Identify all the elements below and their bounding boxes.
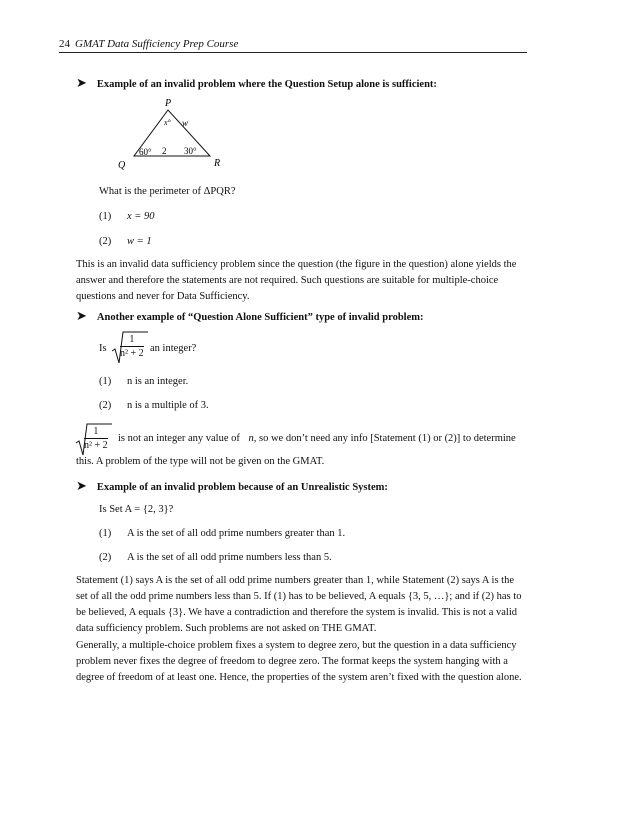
- s2-statement1-text: n is an integer.: [127, 376, 189, 387]
- angle-q-label: 60°: [139, 147, 152, 157]
- section2-explanation-line2: this. A problem of the type will not be given on the GMAT.: [76, 456, 325, 467]
- section2-fraction: [120, 333, 144, 360]
- s2-statement1-number: (1): [99, 376, 112, 387]
- vertex-q-label: Q: [118, 160, 126, 171]
- text-line: Generally, a multiple-choice problem fixes a system to degree zero, but the question in a data sufficiency: [76, 640, 517, 651]
- section3-explanation-1: [76, 573, 546, 637]
- side-length-label: 2: [162, 146, 167, 156]
- text-line: set of all the odd prime numbers less than 5. If (1) has to be believed, A equals {3, 5, …}; and if (2) has to: [76, 591, 522, 602]
- section1-heading-row: [76, 74, 437, 93]
- text-line: degree of freedom of at least one. Hence, the properties of the system aren’t fixed with the question alone.: [76, 672, 522, 683]
- section2-inline-fraction: [84, 425, 108, 452]
- text-span: , so we don’t need any info [Statement (1) or (2)] to determine: [253, 433, 516, 444]
- running-title: GMAT Data Sufficiency Prep Course: [75, 38, 239, 50]
- section3-question: Is Set A = {2, 3}?: [99, 504, 174, 515]
- fraction-numerator: 1: [84, 425, 108, 439]
- arrow-bullet-icon: ➤: [76, 308, 87, 323]
- section2-heading: Another example of “Question Alone Sufficient” type of invalid problem:: [96, 312, 424, 323]
- s1-statement1-text: x = 90: [127, 211, 155, 222]
- side-w-label: w: [182, 118, 189, 128]
- s1-statement2-text: w = 1: [127, 236, 152, 247]
- s3-statement2-text: A is the set of all odd prime numbers less than 5.: [127, 552, 332, 563]
- s1-statement2-number: (2): [99, 236, 112, 247]
- text-line: problem never fixes the degree of freedom to degree zero. The format keeps the system hanging with a: [76, 656, 508, 667]
- angle-r-label: 30°: [184, 146, 197, 156]
- vertex-p-label: P: [165, 98, 172, 109]
- page-header: [59, 38, 527, 53]
- angle-x-label: x°: [164, 118, 171, 127]
- text-line: data sufficiency problem. Such problems are not asked on THE GMAT.: [76, 623, 377, 634]
- section2-integer-text: an integer?: [150, 343, 197, 354]
- section1-explanation: [76, 257, 536, 305]
- text-line: Statement (1) says A is the set of all odd prime numbers greater than 1, while Statement (2) says A is the: [76, 575, 514, 586]
- fraction-denominator: n² + 2: [120, 348, 144, 359]
- text-line: questions and never for Data Sufficiency.: [76, 291, 250, 302]
- text-line: be believed, A equals {3}. We have a contradiction and therefore the system is invalid. This is not a valid: [76, 607, 517, 618]
- section2-explanation-line1: [118, 431, 516, 447]
- arrow-bullet-icon: ➤: [76, 75, 87, 90]
- s1-statement1-number: (1): [99, 211, 112, 222]
- section3-heading-row: [76, 477, 388, 496]
- section2-heading-row: [76, 307, 423, 326]
- section3-heading: Example of an invalid problem because of an Unrealistic System:: [96, 482, 388, 493]
- page-number: 24: [59, 38, 70, 50]
- text-line: answer and therefore the statements are not required. Such questions are suitable for multiple-choice: [76, 275, 499, 286]
- s3-statement1-number: (1): [99, 528, 112, 539]
- fraction-numerator: 1: [120, 333, 144, 347]
- arrow-bullet-icon: ➤: [76, 478, 87, 493]
- s2-statement2-number: (2): [99, 400, 112, 411]
- text-line: This is an invalid data sufficiency problem since the question (the figure in the question) alone yields the: [76, 259, 517, 270]
- section2-is-label: Is: [99, 343, 107, 354]
- section1-heading: Example of an invalid problem where the Question Setup alone is sufficient:: [96, 79, 437, 90]
- section3-explanation-2: [76, 638, 546, 686]
- text-span: is not an integer any value of: [118, 433, 240, 444]
- fraction-denominator: n² + 2: [84, 440, 108, 451]
- vertex-r-label: R: [214, 158, 221, 169]
- s3-statement2-number: (2): [99, 552, 112, 563]
- section1-question: What is the perimeter of ΔPQR?: [99, 186, 236, 197]
- variable-n: n: [248, 433, 254, 444]
- s2-statement2-text: n is a multiple of 3.: [127, 400, 209, 411]
- s3-statement1-text: A is the set of all odd prime numbers greater than 1.: [127, 528, 346, 539]
- triangle-figure: [110, 96, 240, 176]
